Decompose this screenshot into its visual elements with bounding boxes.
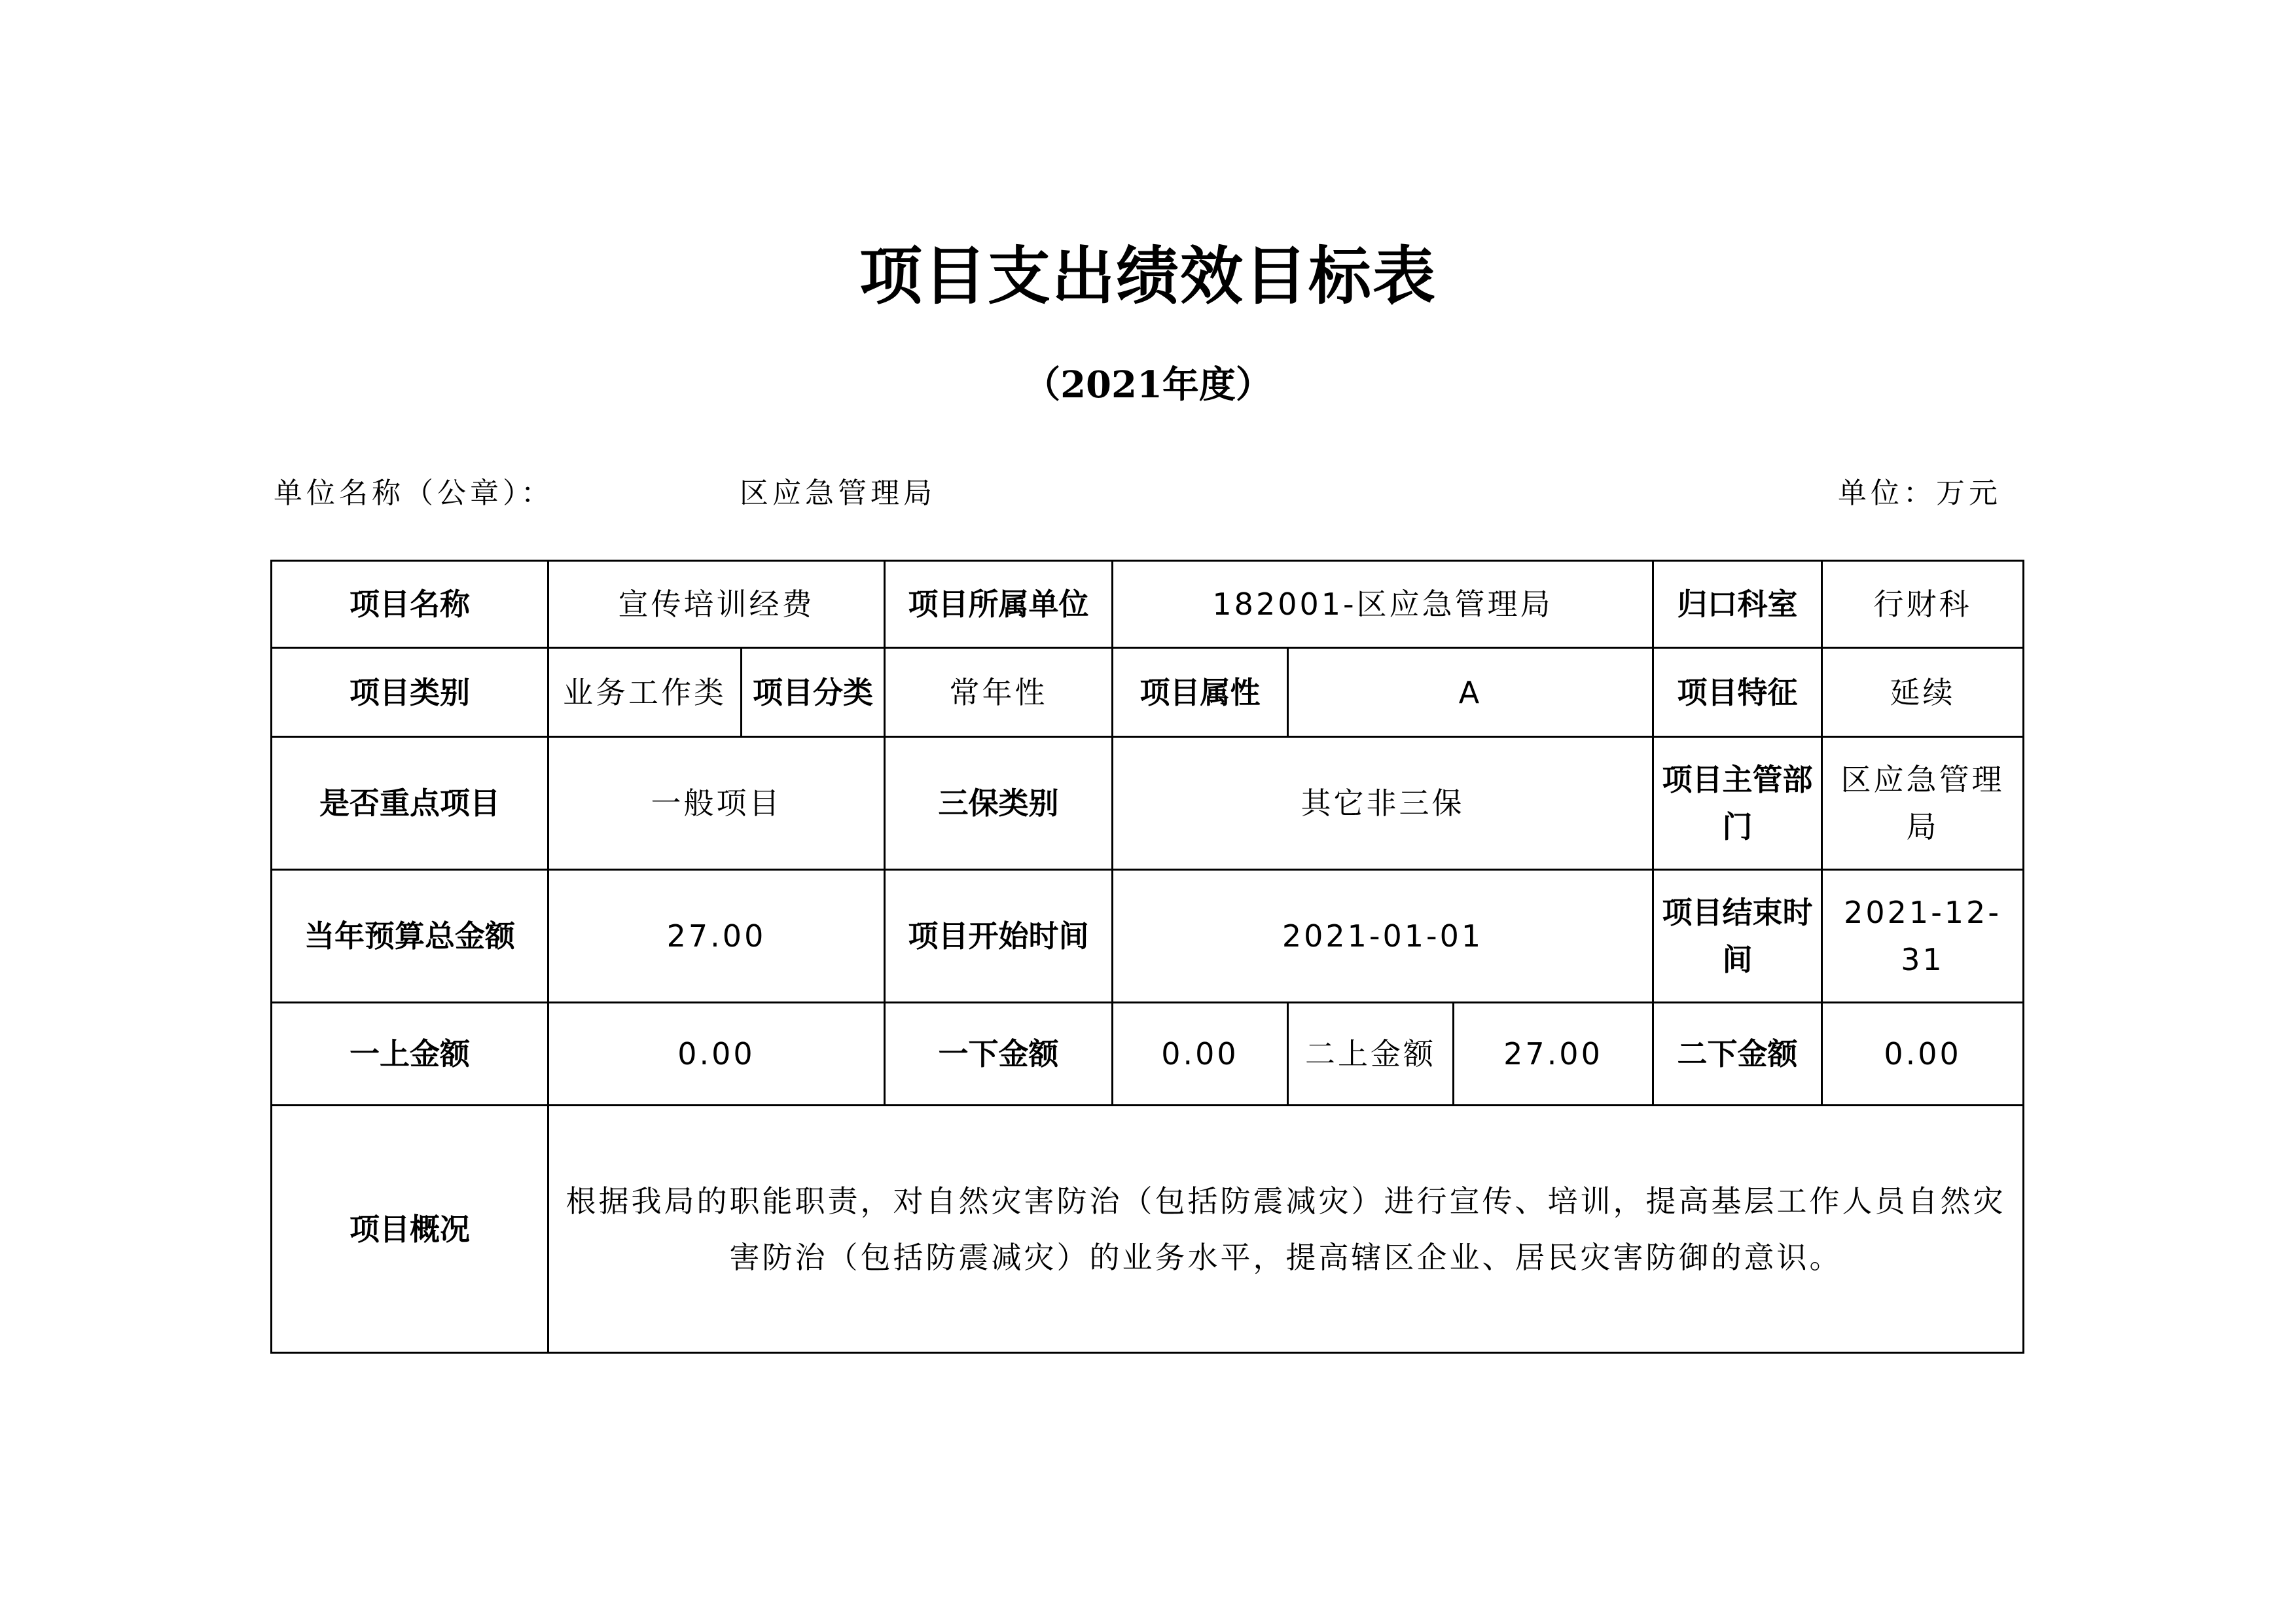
category-value: 业务工作类 xyxy=(548,648,742,737)
table-row xyxy=(272,870,2024,1003)
start-time-value: 2021-01-01 xyxy=(1113,870,1653,1003)
budget-value: 27.00 xyxy=(548,870,885,1003)
document-year: （2021年度） xyxy=(1024,363,1272,406)
start-time-label: 项目开始时间 xyxy=(885,870,1113,1003)
office-label: 归口科室 xyxy=(1653,561,1822,648)
unit-name-value: 区应急管理局 xyxy=(740,477,936,510)
owner-unit-label: 项目所属单位 xyxy=(885,561,1113,648)
document-title: 项目支出绩效目标表 xyxy=(859,240,1437,313)
key-project-value: 一般项目 xyxy=(548,737,885,870)
first-down-label: 一下金额 xyxy=(885,1003,1113,1106)
key-project-label: 是否重点项目 xyxy=(272,737,548,870)
first-down-value: 0.00 xyxy=(1113,1003,1288,1106)
classification-value: 常年性 xyxy=(885,648,1113,737)
second-up-label: 二上金额 xyxy=(1288,1003,1454,1106)
feature-label: 项目特征 xyxy=(1653,648,1822,737)
overview-value: 根据我局的职能职责，对自然灾害防治（包括防震减灾）进行宣传、培训，提高基层工作人员自然灾害防治（包括防震减灾）的业务水平，提高辖区企业、居民灾害防御的意识。 xyxy=(548,1106,2024,1353)
supervisor-label: 项目主管部门 xyxy=(1653,737,1822,870)
overview-label: 项目概况 xyxy=(272,1106,548,1353)
first-up-label: 一上金额 xyxy=(272,1003,548,1106)
performance-target-table xyxy=(270,560,2024,1354)
three-guarantee-label: 三保类别 xyxy=(885,737,1113,870)
end-time-label: 项目结束时间 xyxy=(1653,870,1822,1003)
second-up-value: 27.00 xyxy=(1454,1003,1653,1106)
category-label: 项目类别 xyxy=(272,648,548,737)
end-time-value: 2021-12-31 xyxy=(1822,870,2024,1003)
feature-value: 延续 xyxy=(1822,648,2024,737)
attribute-label: 项目属性 xyxy=(1113,648,1288,737)
budget-label: 当年预算总金额 xyxy=(272,870,548,1003)
second-down-value: 0.00 xyxy=(1822,1003,2024,1106)
table-row xyxy=(272,561,2024,648)
table-row xyxy=(272,1003,2024,1106)
classification-label: 项目分类 xyxy=(742,648,885,737)
project-name-label: 项目名称 xyxy=(272,561,548,648)
table-row xyxy=(272,648,2024,737)
first-up-value: 0.00 xyxy=(548,1003,885,1106)
project-name-value: 宣传培训经费 xyxy=(548,561,885,648)
owner-unit-value: 182001-区应急管理局 xyxy=(1113,561,1653,648)
table-row xyxy=(272,737,2024,870)
currency-unit: 单位：万元 xyxy=(1838,477,2001,510)
office-value: 行财科 xyxy=(1822,561,2024,648)
unit-name-label: 单位名称（公章）： xyxy=(274,477,554,510)
table-row xyxy=(272,1106,2024,1353)
attribute-value: A xyxy=(1288,648,1653,737)
supervisor-value: 区应急管理局 xyxy=(1822,737,2024,870)
three-guarantee-value: 其它非三保 xyxy=(1113,737,1653,870)
second-down-label: 二下金额 xyxy=(1653,1003,1822,1106)
